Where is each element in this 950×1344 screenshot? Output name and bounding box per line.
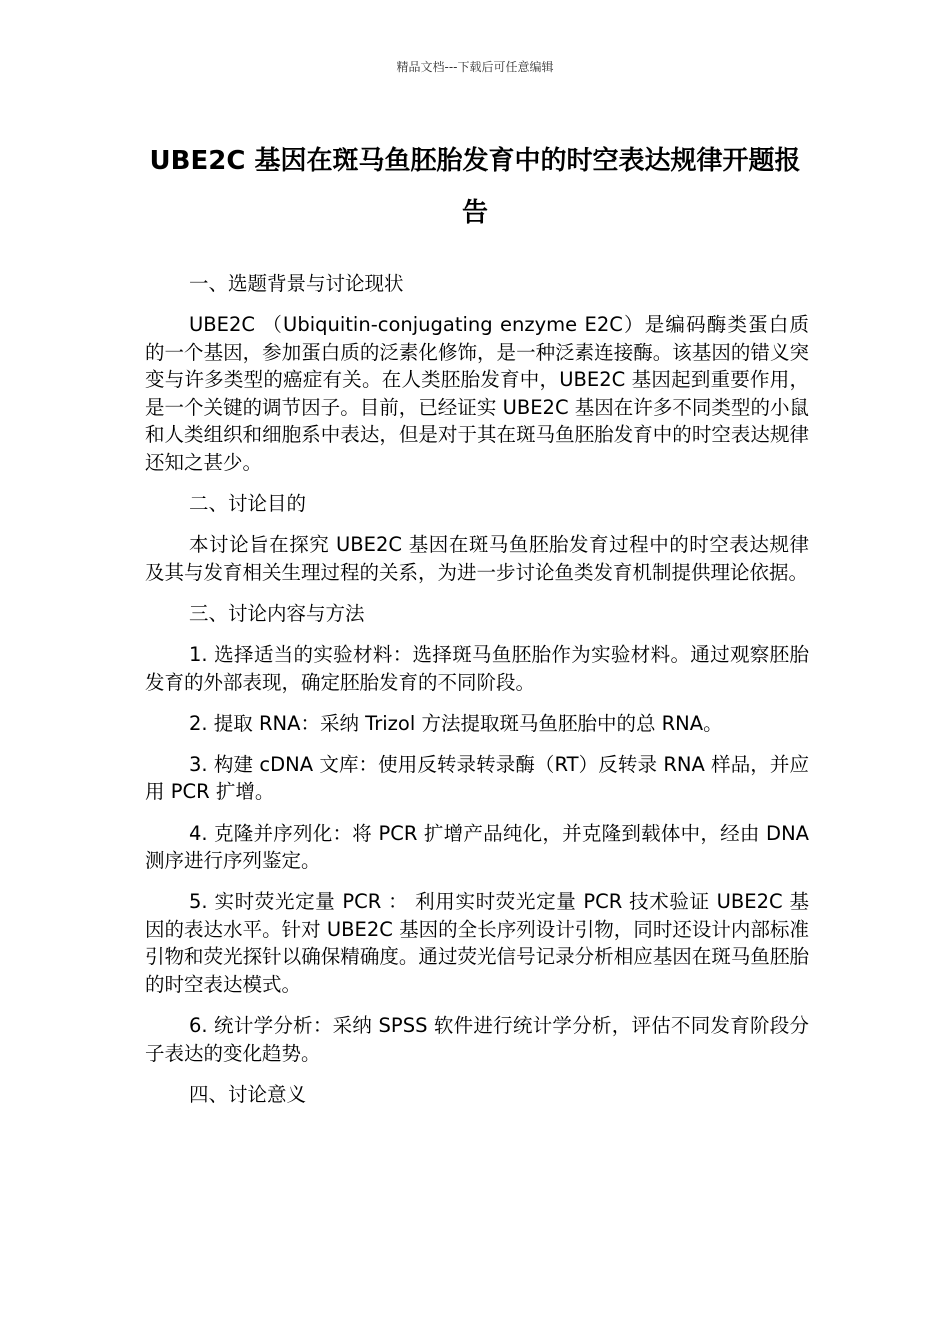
document-title: UBE2C 基因在斑马鱼胚胎发育中的时空表达规律开题报告 — [149, 146, 801, 228]
section-heading-significance: 四、讨论意义 — [189, 1082, 307, 1106]
document-body — [145, 270, 809, 1122]
method-item-5: 5. 实时荧光定量 PCR ： 利用实时荧光定量 PCR 技术验证 UBE2C 基因的表达水平。针对 UBE2C 基因的全长序列设计引物，同时还设计内部标准引物和荧光探针以确保精确度。通过荧光信号记录分析相应基因在斑马鱼胚胎的时空表达模式。 — [145, 890, 809, 996]
section-heading-purpose: 二、讨论目的 — [189, 492, 307, 516]
method-item-6: 6. 统计学分析：采纳 SPSS 软件进行统计学分析，评估不同发育阶段分子表达的变化趋势。 — [145, 1014, 809, 1065]
method-item-4: 4. 克隆并序列化：将 PCR 扩增产品纯化，并克隆到载体中，经由 DNA 测序进行序列鉴定。 — [145, 821, 809, 873]
method-item-2: 2. 提取 RNA：采纳 Trizol 方法提取斑马鱼胚胎中的总 RNA。 — [189, 711, 723, 735]
paragraph-background: UBE2C （Ubiquitin-conjugating enzyme E2C）是编码酶类蛋白质的一个基因，参加蛋白质的泛素化修饰，是一种泛素连接酶。该基因的错义突变与许多类型的癌症有关。在人类胚胎发育中，UBE2C 基因起到重要作用，是一个关键的调节因子。目前，已经证实 UBE2C 基因在许多不同类型的小鼠和人类组织和细胞系中表达，但是对于其在斑马鱼胚胎发育中的时空表达规律还知之甚少。 — [145, 313, 809, 475]
section-heading-background: 一、选题背景与讨论现状 — [189, 272, 404, 295]
paragraph-purpose: 本讨论旨在探究 UBE2C 基因在斑马鱼胚胎发育过程中的时空表达规律及其与发育相关生理过程的关系，为进一步讨论鱼类发育机制提供理论依据。 — [145, 533, 809, 584]
header-note: 精品文档---下载后可任意编辑 — [396, 60, 554, 74]
section-heading-methods: 三、讨论内容与方法 — [189, 601, 365, 625]
method-item-1: 1. 选择适当的实验材料：选择斑马鱼胚胎作为实验材料。通过观察胚胎发育的外部表现，确定胚胎发育的不同阶段。 — [145, 643, 809, 694]
method-item-3: 3. 构建 cDNA 文库：使用反转录转录酶（RT）反转录 RNA 样品，并应用 PCR 扩增。 — [145, 752, 809, 804]
